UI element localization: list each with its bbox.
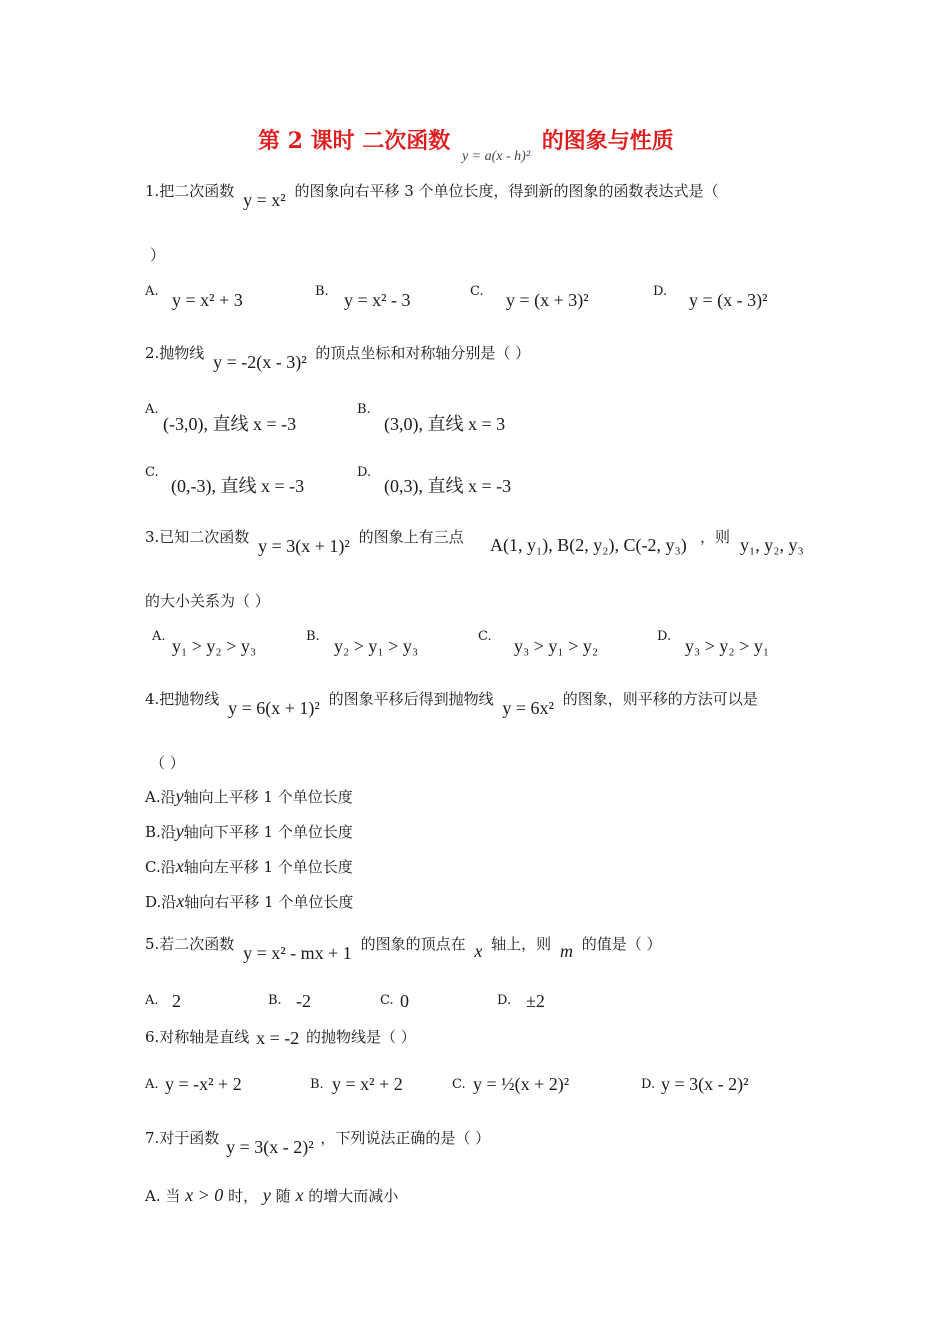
q2-option-b: (3,0), 直线 x = 3 bbox=[384, 414, 506, 434]
q5-option-b-letter: B. bbox=[268, 993, 282, 1008]
q5-text-d: 的值是（ ） bbox=[581, 935, 662, 953]
q6-formula: x = -2 bbox=[256, 1028, 300, 1048]
q4-option-b-text-b: 轴向下平移 1 个单位长度 bbox=[183, 823, 353, 841]
q5-option-a-letter: A. bbox=[145, 993, 159, 1008]
q4-option-c bbox=[145, 856, 353, 877]
q5-option-d-letter: D. bbox=[497, 993, 512, 1008]
q6-text: 6.对称轴是直线 bbox=[145, 1028, 250, 1046]
q6-option-d: y = 3(x - 2)² bbox=[661, 1074, 749, 1094]
q3-stem bbox=[145, 526, 464, 556]
q3-option-a-letter: A. bbox=[152, 629, 166, 644]
q2-text: 2.抛物线 bbox=[145, 344, 205, 362]
q1-close: ） bbox=[150, 246, 166, 264]
page-title bbox=[258, 124, 674, 164]
q3-text-c: 的大小关系为（ ） bbox=[145, 592, 270, 610]
title-text-a: 第 2 课时 二次函数 bbox=[258, 128, 451, 154]
q6-text-b: 的抛物线是（ ） bbox=[306, 1028, 416, 1046]
q3-text-b: 的图象上有三点 bbox=[358, 528, 464, 546]
q4-formula2: y = 6x² bbox=[502, 698, 554, 718]
q1-formula: y = x² bbox=[243, 190, 286, 210]
title-formula: y = a(x - h)² bbox=[461, 149, 531, 164]
q7-text-b: ，下列说法正确的是（ ） bbox=[320, 1129, 491, 1147]
q6-option-b-letter: B. bbox=[310, 1077, 324, 1092]
q6-option-a: y = -x² + 2 bbox=[165, 1074, 242, 1094]
q2-option-c-letter: C. bbox=[145, 465, 159, 480]
q5-stem bbox=[145, 933, 662, 963]
q7-option-a-text: A. 当 bbox=[145, 1187, 181, 1205]
q7-option-a-var-x: x bbox=[295, 1185, 304, 1205]
q4-option-d bbox=[145, 891, 353, 912]
q3-comma-then: ，则 bbox=[700, 528, 731, 546]
q4-text-b: 的图象平移后得到抛物线 bbox=[328, 690, 494, 708]
q4-paren: （ ） bbox=[150, 754, 185, 772]
q7-text: 7.对于函数 bbox=[145, 1129, 220, 1147]
q1-option-c-letter: C. bbox=[470, 284, 484, 299]
q1-option-d-letter: D. bbox=[653, 284, 668, 299]
q4-option-a-text-b: 轴向上平移 1 个单位长度 bbox=[183, 788, 353, 806]
q1-text: 1.把二次函数 bbox=[145, 182, 235, 200]
q3-option-c-letter: C. bbox=[478, 629, 492, 644]
q1-option-b: y = x² - 3 bbox=[344, 290, 411, 310]
q4-option-d-text: D.沿 bbox=[145, 893, 177, 911]
q3-vars: y₁, y₂, y₃ bbox=[740, 535, 804, 555]
q2-formula: y = -2(x - 3)² bbox=[213, 352, 307, 372]
q6-option-c: y = ½(x + 2)² bbox=[473, 1074, 570, 1094]
title-text-b: 的图象与性质 bbox=[541, 128, 674, 154]
q2-option-b-letter: B. bbox=[357, 402, 371, 417]
q4-option-d-text-b: 轴向右平移 1 个单位长度 bbox=[184, 893, 354, 911]
q4-text-c: 的图象，则平移的方法可以是 bbox=[562, 690, 758, 708]
q2-option-d-letter: D. bbox=[357, 465, 372, 480]
q2-option-c: (0,-3), 直线 x = -3 bbox=[171, 476, 305, 496]
q5-option-a: 2 bbox=[172, 991, 181, 1011]
q4-option-c-var: x bbox=[175, 856, 184, 876]
q3-points: A(1, y₁), B(2, y₂), C(-2, y₃) bbox=[490, 535, 687, 555]
q7-option-a-text-d: 的增大而减小 bbox=[308, 1187, 399, 1205]
q3-formula: y = 3(x + 1)² bbox=[258, 536, 350, 556]
q2-stem bbox=[145, 342, 531, 372]
q7-option-a-condition: x > 0 bbox=[185, 1185, 224, 1205]
q7-option-a-var-y: y bbox=[262, 1185, 271, 1205]
q4-text: 4.把抛物线 bbox=[145, 690, 220, 708]
q4-option-c-text: C.沿 bbox=[145, 858, 176, 876]
q5-option-c: 0 bbox=[400, 991, 409, 1011]
q6-option-c-letter: C. bbox=[452, 1077, 466, 1092]
q2-option-a: (-3,0), 直线 x = -3 bbox=[163, 414, 297, 434]
q3-option-a: y₁ > y₂ > y₃ bbox=[172, 636, 257, 656]
q4-option-b bbox=[145, 821, 353, 842]
q5-var-x: x bbox=[474, 941, 483, 961]
q3-option-d: y₃ > y₂ > y₁ bbox=[685, 636, 770, 656]
q5-text: 5.若二次函数 bbox=[145, 935, 235, 953]
q2-option-d: (0,3), 直线 x = -3 bbox=[384, 476, 512, 496]
q1-option-b-letter: B. bbox=[315, 284, 329, 299]
q5-text-c: 轴上，则 bbox=[491, 935, 552, 953]
q7-formula: y = 3(x - 2)² bbox=[226, 1137, 314, 1157]
q7-option-a-text-c: 随 bbox=[275, 1187, 291, 1205]
q1-option-c: y = (x + 3)² bbox=[506, 290, 589, 310]
q4-option-c-text-b: 轴向左平移 1 个单位长度 bbox=[183, 858, 353, 876]
q2-text-b: 的顶点坐标和对称轴分别是（ ） bbox=[315, 344, 531, 362]
q4-option-d-var: x bbox=[176, 891, 185, 911]
q4-option-a bbox=[145, 786, 353, 807]
q7-option-a bbox=[145, 1185, 398, 1206]
q1-option-a-letter: A. bbox=[145, 284, 159, 299]
q7-option-a-text-b: 时， bbox=[228, 1187, 259, 1205]
q4-option-a-text: A.沿 bbox=[145, 788, 176, 806]
q5-formula: y = x² - mx + 1 bbox=[243, 943, 352, 963]
q4-option-b-var: y bbox=[175, 821, 184, 841]
q6-option-d-letter: D. bbox=[641, 1077, 656, 1092]
q1-option-d: y = (x - 3)² bbox=[689, 290, 768, 310]
q2-option-a-letter: A. bbox=[145, 402, 159, 417]
q1-option-a: y = x² + 3 bbox=[172, 290, 243, 310]
q5-option-c-letter: C. bbox=[380, 993, 394, 1008]
q3-option-d-letter: D. bbox=[657, 629, 672, 644]
q4-option-a-var: y bbox=[175, 786, 184, 806]
q6-option-a-letter: A. bbox=[145, 1077, 159, 1092]
q5-text-b: 的图象的顶点在 bbox=[360, 935, 466, 953]
q4-option-b-text: B.沿 bbox=[145, 823, 176, 841]
q5-var-m: m bbox=[559, 941, 573, 961]
q1-stem bbox=[145, 180, 719, 210]
q6-option-b: y = x² + 2 bbox=[332, 1074, 403, 1094]
q5-option-d: ±2 bbox=[526, 991, 545, 1011]
q4-formula: y = 6(x + 1)² bbox=[228, 698, 320, 718]
q4-stem bbox=[145, 688, 758, 718]
q1-text-b: 的图象向右平移 3 个单位长度，得到新的图象的函数表达式是（ bbox=[294, 182, 719, 200]
q5-option-b: -2 bbox=[296, 991, 311, 1011]
q6-stem bbox=[145, 1026, 416, 1047]
q3-text: 3.已知二次函数 bbox=[145, 528, 250, 546]
q7-stem bbox=[145, 1127, 491, 1157]
q3-option-b: y₂ > y₁ > y₃ bbox=[334, 636, 419, 656]
q3-option-c: y₃ > y₁ > y₂ bbox=[514, 636, 599, 656]
q3-option-b-letter: B. bbox=[306, 629, 320, 644]
